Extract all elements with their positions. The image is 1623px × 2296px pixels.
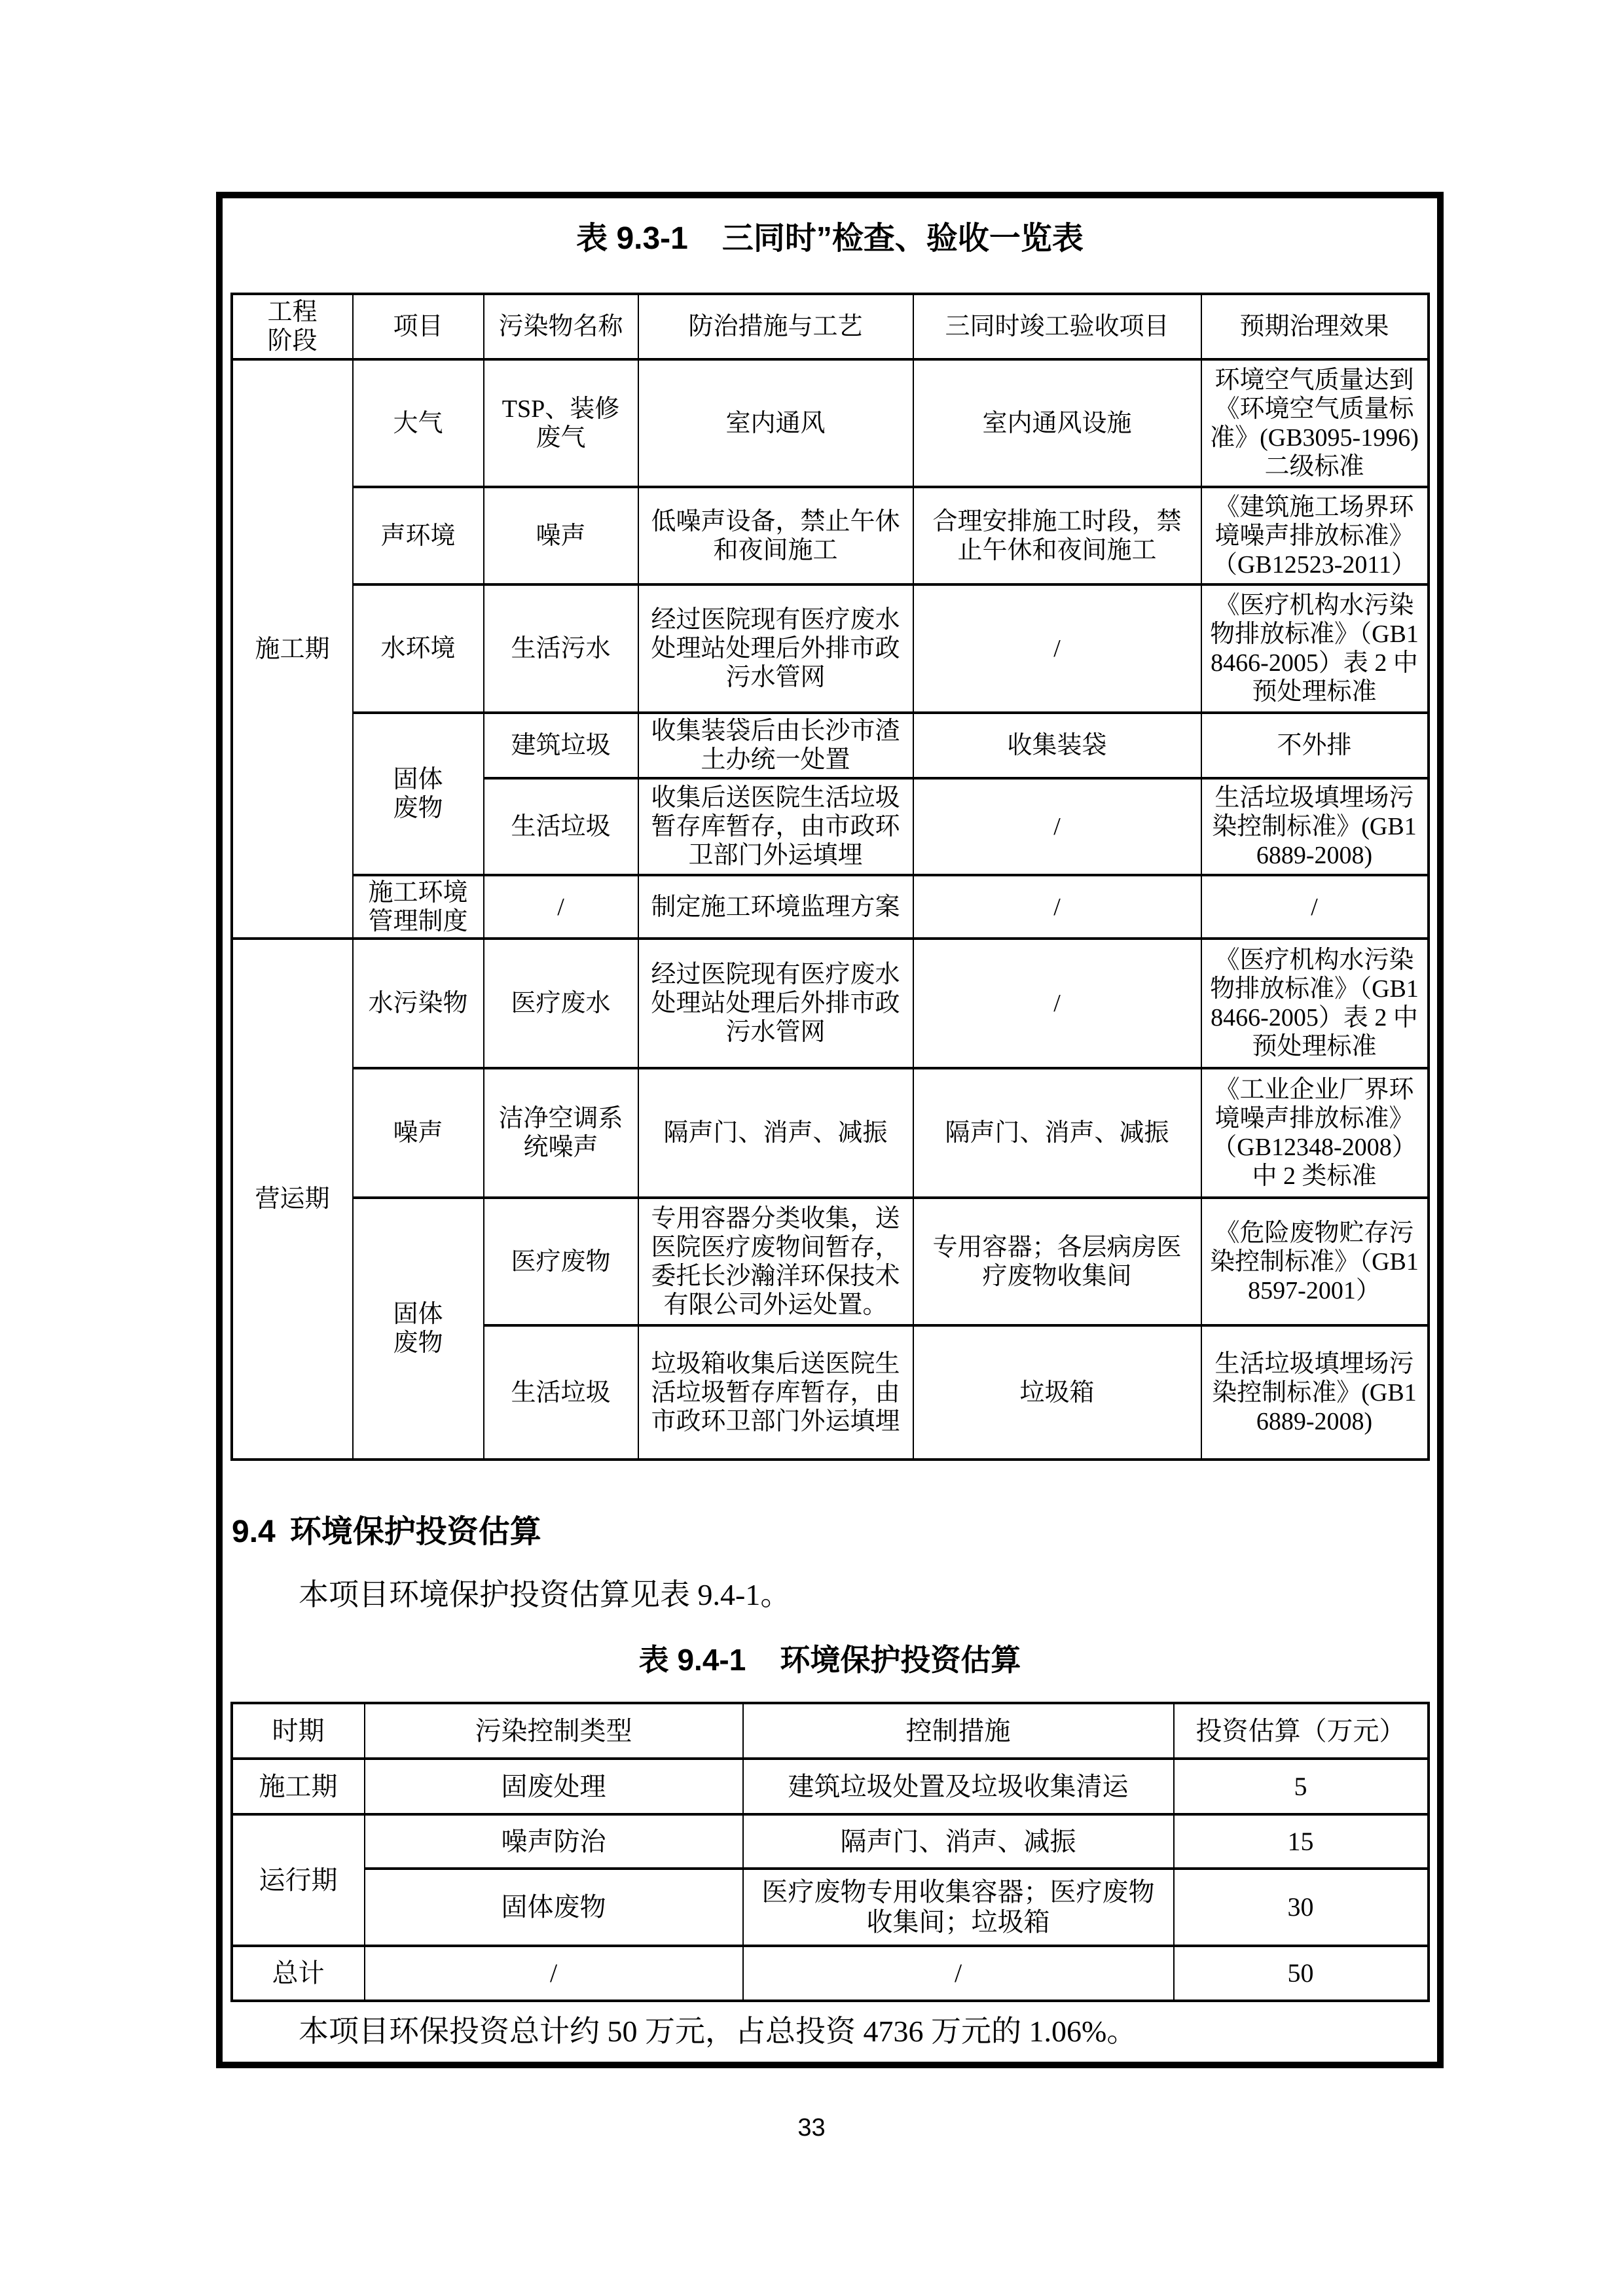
t1-r8-item-cell: 噪声 bbox=[353, 1068, 484, 1198]
t1-row-water-env bbox=[232, 584, 1429, 713]
t1-header-phase bbox=[232, 294, 353, 359]
t1-solid-waste-construction-cell bbox=[353, 713, 484, 875]
section-94-paragraph: 本项目环境保护投资估算见表 9.4-1。 bbox=[299, 1578, 791, 1611]
t1-header-measure: 防治措施与工艺 bbox=[638, 294, 913, 359]
t1-r4-measure-cell: 收集装袋后由长沙市渣土办统一处置 bbox=[638, 713, 913, 778]
table-931 bbox=[230, 293, 1430, 1461]
t1-r9-measure-cell: 专用容器分类收集，送医院医疗废物间暂存，委托长沙瀚洋环保技术有限公司外运处置。 bbox=[638, 1198, 913, 1325]
t1-row-construction-waste bbox=[232, 713, 1429, 778]
t1-r7-measure-cell: 经过医院现有医疗废水处理站处理后外排市政污水管网 bbox=[638, 939, 913, 1068]
t2-row-total bbox=[232, 1946, 1429, 2001]
t1-r2-effect-cell: 《建筑施工场界环境噪声排放标准》（GB12523-2011） bbox=[1201, 487, 1429, 584]
t1-phase-construction-cell: 施工期 bbox=[232, 359, 353, 939]
t1-r7-item-cell: 水污染物 bbox=[353, 939, 484, 1068]
t1-r5-pollutant-cell: 生活垃圾 bbox=[484, 778, 638, 875]
t2-r3-measure-cell: 医疗废物专用收集容器；医疗废物收集间；垃圾箱 bbox=[743, 1869, 1174, 1946]
t2-r2-cost-cell: 15 bbox=[1174, 1814, 1429, 1869]
t1-r1-measure-cell: 室内通风 bbox=[638, 359, 913, 487]
t1-r7-pollutant-cell: 医疗废水 bbox=[484, 939, 638, 1068]
t2-row-construction bbox=[232, 1759, 1429, 1814]
t1-r4-effect-cell: 不外排 bbox=[1201, 713, 1429, 778]
t1-solid-waste-operation-cell bbox=[353, 1198, 484, 1460]
t2-r2-measure-cell: 隔声门、消声、减振 bbox=[743, 1814, 1174, 1869]
t1-header-pollutant: 污染物名称 bbox=[484, 294, 638, 359]
t1-row-medical-waste bbox=[232, 1198, 1429, 1325]
t1-r3-pollutant-cell: 生活污水 bbox=[484, 584, 638, 713]
t1-r10-pollutant-cell: 生活垃圾 bbox=[484, 1325, 638, 1460]
t2-r4-period-cell: 总计 bbox=[232, 1946, 365, 2001]
t1-r7-check-cell: / bbox=[913, 939, 1201, 1068]
t2-r1-measure-cell: 建筑垃圾处置及垃圾收集清运 bbox=[743, 1759, 1174, 1814]
t2-r4-type-cell: / bbox=[365, 1946, 743, 2001]
t1-r6-item-cell: 施工环境管理制度 bbox=[353, 875, 484, 939]
table-931-title-text: 三同时”检查、验收一览表 bbox=[721, 221, 1084, 256]
t1-r3-effect-cell: 《医疗机构水污染物排放标准》（GB18466-2005）表 2 中预处理标准 bbox=[1201, 584, 1429, 713]
t1-r9-pollutant-cell: 医疗废物 bbox=[484, 1198, 638, 1325]
t1-r7-effect-cell: 《医疗机构水污染物排放标准》（GB18466-2005）表 2 中预处理标准 bbox=[1201, 939, 1429, 1068]
t1-r2-measure-cell: 低噪声设备，禁止午休和夜间施工 bbox=[638, 487, 913, 584]
section-94-title: 环境保护投资估算 bbox=[289, 1515, 541, 1549]
t2-r1-period-cell: 施工期 bbox=[232, 1759, 365, 1814]
investment-summary-note: 本项目环保投资总计约 50 万元，占总投资 4736 万元的 1.06%。 bbox=[299, 2015, 1137, 2048]
t1-r6-check-cell: / bbox=[913, 875, 1201, 939]
t1-r6-measure-cell: 制定施工环境监理方案 bbox=[638, 875, 913, 939]
t1-r6-effect-cell: / bbox=[1201, 875, 1429, 939]
table-941-title-number: 表 9.4-1 bbox=[638, 1643, 746, 1677]
t1-r10-effect-cell: 生活垃圾填埋场污染控制标准》(GB16889-2008) bbox=[1201, 1325, 1429, 1460]
t1-r8-effect-cell: 《工业企业厂界环境噪声排放标准》（GB12348-2008）中 2 类标准 bbox=[1201, 1068, 1429, 1198]
t1-r8-pollutant-cell: 洁净空调系统噪声 bbox=[484, 1068, 638, 1198]
t2-row-noise-control bbox=[232, 1814, 1429, 1869]
t1-r8-check-cell: 隔声门、消声、减振 bbox=[913, 1068, 1201, 1198]
page-border-frame bbox=[216, 192, 1444, 2068]
table-941 bbox=[230, 1702, 1430, 2002]
t1-r2-pollutant-cell: 噪声 bbox=[484, 487, 638, 584]
t2-header-type: 污染控制类型 bbox=[365, 1703, 743, 1759]
t1-r8-measure-cell: 隔声门、消声、减振 bbox=[638, 1068, 913, 1198]
t1-r3-check-cell: / bbox=[913, 584, 1201, 713]
t2-period-operation-cell: 运行期 bbox=[232, 1814, 365, 1946]
t2-header-period: 时期 bbox=[232, 1703, 365, 1759]
t1-r5-effect-cell: 生活垃圾填埋场污染控制标准》(GB16889-2008) bbox=[1201, 778, 1429, 875]
t1-r4-check-cell: 收集装袋 bbox=[913, 713, 1201, 778]
t1-row-operation-noise bbox=[232, 1068, 1429, 1198]
t1-phase-operation-cell: 营运期 bbox=[232, 939, 353, 1460]
section-94-number: 9.4 bbox=[232, 1515, 276, 1549]
t1-r4-pollutant-cell: 建筑垃圾 bbox=[484, 713, 638, 778]
t1-r10-check-cell: 垃圾箱 bbox=[913, 1325, 1201, 1460]
t1-solid-waste-operation-label: 固体废物 bbox=[393, 1300, 443, 1357]
t1-r5-check-cell: / bbox=[913, 778, 1201, 875]
t1-row-management-system bbox=[232, 875, 1429, 939]
t1-row-air bbox=[232, 359, 1429, 487]
t1-r9-effect-cell: 《危险废物贮存污染控制标准》（GB18597-2001） bbox=[1201, 1198, 1429, 1325]
t2-r2-type-cell: 噪声防治 bbox=[365, 1814, 743, 1869]
table-931-title-number: 表 9.3-1 bbox=[576, 221, 688, 256]
t1-solid-waste-construction-label: 固体废物 bbox=[393, 766, 443, 822]
t1-r5-measure-cell: 收集后送医院生活垃圾暂存库暂存，由市政环卫部门外运填埋 bbox=[638, 778, 913, 875]
t2-r3-cost-cell: 30 bbox=[1174, 1869, 1429, 1946]
t1-header-item: 项目 bbox=[353, 294, 484, 359]
t2-r1-cost-cell: 5 bbox=[1174, 1759, 1429, 1814]
t1-r10-measure-cell: 垃圾箱收集后送医院生活垃圾暂存库暂存，由市政环卫部门外运填埋 bbox=[638, 1325, 913, 1460]
t1-r6-pollutant-cell: / bbox=[484, 875, 638, 939]
t1-r2-item-cell: 声环境 bbox=[353, 487, 484, 584]
t2-r4-cost-cell: 50 bbox=[1174, 1946, 1429, 2001]
t1-header-phase-label: 工程阶段 bbox=[267, 298, 318, 355]
table-941-title bbox=[223, 1641, 1437, 1678]
t1-r3-measure-cell: 经过医院现有医疗废水处理站处理后外排市政污水管网 bbox=[638, 584, 913, 713]
page-number: 33 bbox=[797, 2114, 826, 2142]
t1-r1-pollutant-cell: TSP、装修废气 bbox=[484, 359, 638, 487]
t2-row-solid-waste bbox=[232, 1869, 1429, 1946]
t1-header-effect: 预期治理效果 bbox=[1201, 294, 1429, 359]
t1-r9-check-cell: 专用容器；各层病房医疗废物收集间 bbox=[913, 1198, 1201, 1325]
t2-header-cost: 投资估算（万元） bbox=[1174, 1703, 1429, 1759]
t2-header-measure: 控制措施 bbox=[743, 1703, 1174, 1759]
t1-row-noise-env bbox=[232, 487, 1429, 584]
section-94-heading bbox=[232, 1513, 1437, 1551]
t2-r4-measure-cell: / bbox=[743, 1946, 1174, 2001]
t1-r1-item-cell: 大气 bbox=[353, 359, 484, 487]
t1-r1-effect-cell: 环境空气质量达到《环境空气质量标准》(GB3095-1996)二级标准 bbox=[1201, 359, 1429, 487]
table-931-title bbox=[223, 221, 1437, 257]
table-941-title-text: 环境保护投资估算 bbox=[780, 1643, 1021, 1677]
t2-header-row bbox=[232, 1703, 1429, 1759]
t1-r3-item-cell: 水环境 bbox=[353, 584, 484, 713]
t2-r1-type-cell: 固废处理 bbox=[365, 1759, 743, 1814]
t1-r2-check-cell: 合理安排施工时段，禁止午休和夜间施工 bbox=[913, 487, 1201, 584]
t1-header-check: 三同时竣工验收项目 bbox=[913, 294, 1201, 359]
t1-header-row bbox=[232, 294, 1429, 359]
t1-r1-check-cell: 室内通风设施 bbox=[913, 359, 1201, 487]
t1-row-water-pollutant bbox=[232, 939, 1429, 1068]
t2-r3-type-cell: 固体废物 bbox=[365, 1869, 743, 1946]
